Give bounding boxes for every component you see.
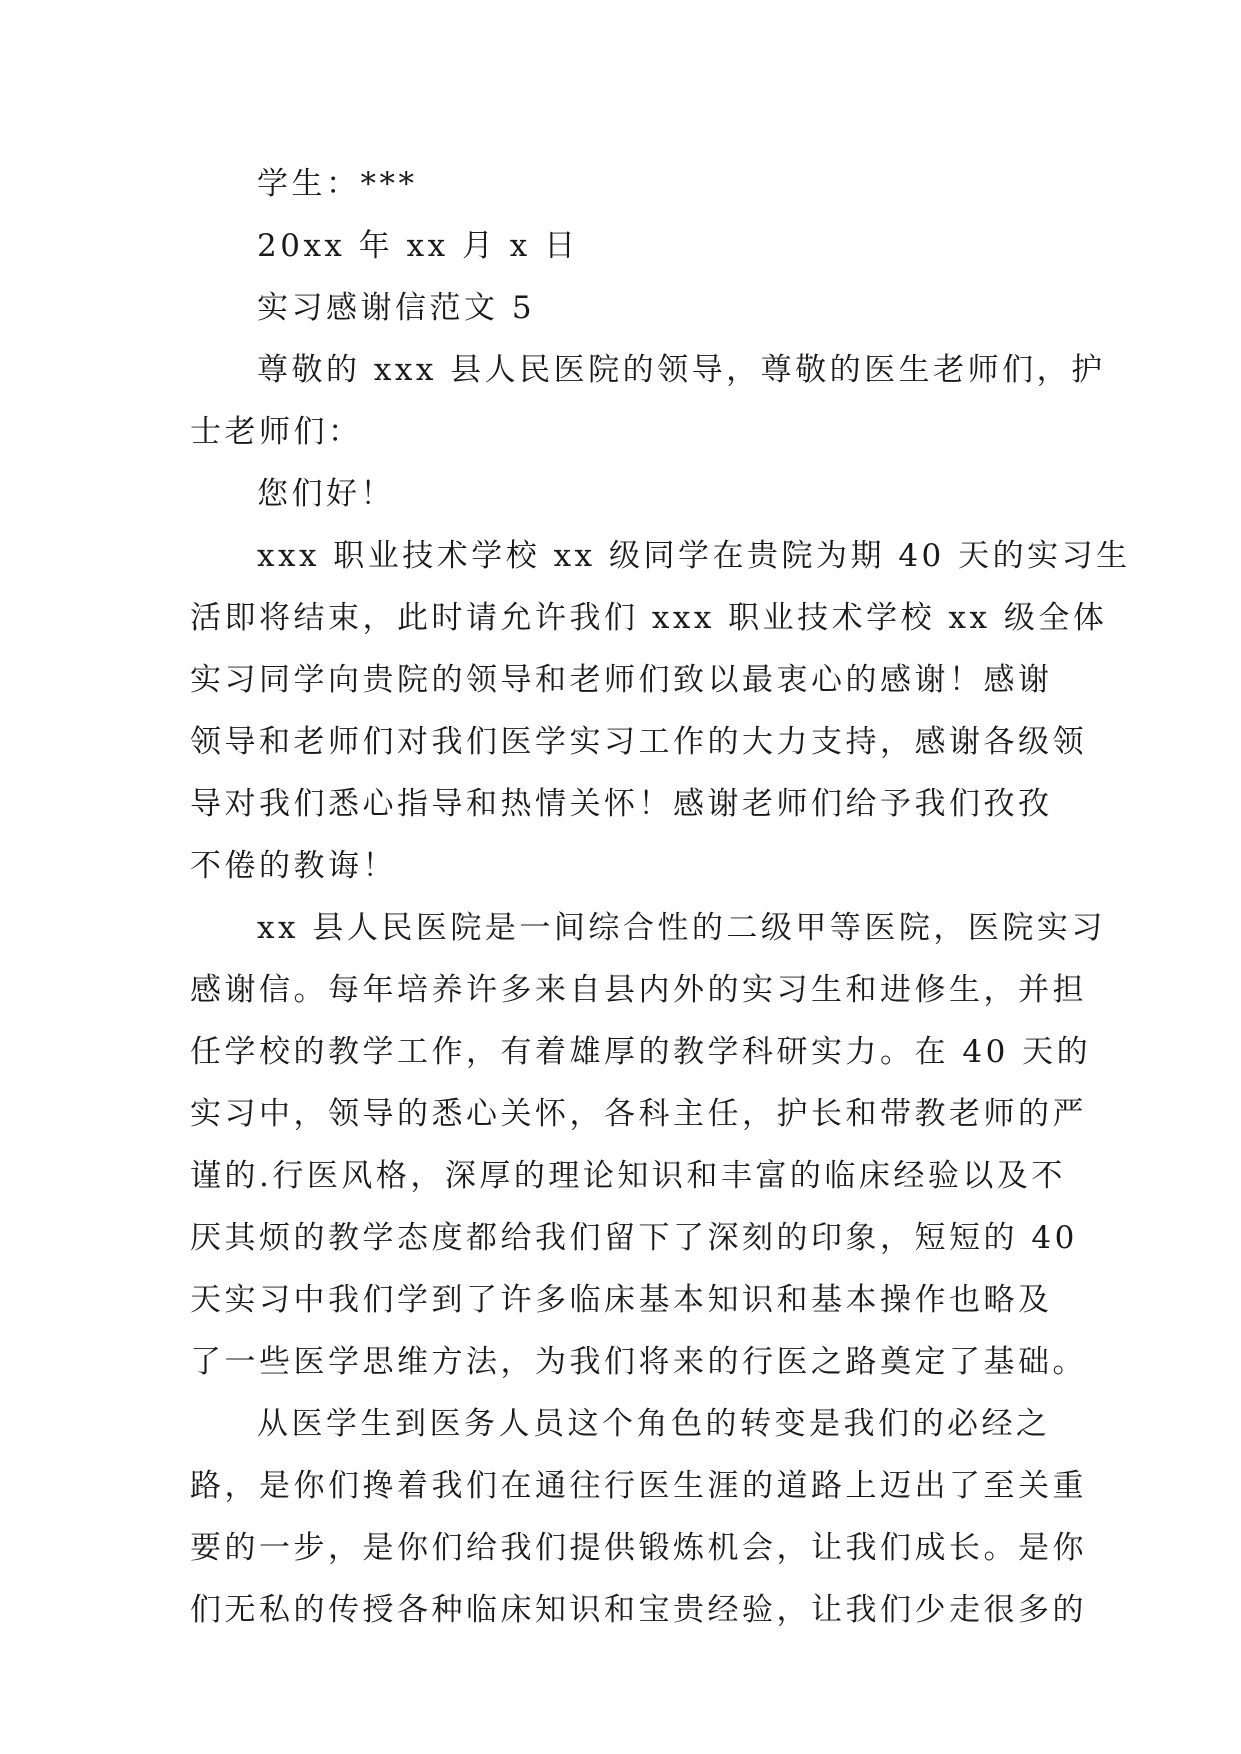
- paragraph-line: xx 县人民医院是一间综合性的二级甲等医院，医院实习: [257, 910, 1106, 946]
- paragraph-line: 厌其烦的教学态度都给我们留下了深刻的印象，短短的 40: [190, 1220, 1078, 1256]
- paragraph-line: 实习同学向贵院的领导和老师们致以最衷心的感谢！感谢: [190, 662, 1053, 698]
- paragraph-line: 们无私的传授各种临床知识和宝贵经验，让我们少走很多的: [190, 1592, 1087, 1628]
- paragraph-line: 天实习中我们学到了许多临床基本知识和基本操作也略及: [190, 1282, 1053, 1318]
- paragraph-line: 感谢信。每年培养许多来自县内外的实习生和进修生，并担: [190, 972, 1087, 1008]
- paragraph-line: 实习中，领导的悉心关怀，各科主任，护长和带教老师的严: [190, 1096, 1087, 1132]
- section-title: 实习感谢信范文 5: [257, 290, 536, 326]
- signature-date: 20xx 年 xx 月 x 日: [257, 228, 579, 264]
- signature-student: 学生：***: [257, 166, 418, 202]
- paragraph-line: 谨的.行医风格，深厚的理论知识和丰富的临床经验以及不: [190, 1158, 1066, 1194]
- salutation-line: 士老师们：: [190, 414, 363, 450]
- greeting-line: 您们好！: [257, 476, 395, 512]
- paragraph-line: 不倦的教诲！: [190, 848, 397, 884]
- paragraph-line: 要的一步，是你们给我们提供锻炼机会，让我们成长。是你: [190, 1530, 1087, 1566]
- paragraph-line: 领导和老师们对我们医学实习工作的大力支持，感谢各级领: [190, 724, 1087, 760]
- salutation-line: 尊敬的 xxx 县人民医院的领导，尊敬的医生老师们，护: [257, 352, 1106, 388]
- paragraph-line: 任学校的教学工作，有着雄厚的教学科研实力。在 40 天的: [190, 1034, 1092, 1070]
- paragraph-line: xxx 职业技术学校 xx 级同学在贵院为期 40 天的实习生: [257, 538, 1131, 574]
- paragraph-line: 活即将结束，此时请允许我们 xxx 职业技术学校 xx 级全体: [190, 600, 1108, 636]
- paragraph-line: 路，是你们搀着我们在通往行医生涯的道路上迈出了至关重: [190, 1468, 1087, 1504]
- paragraph-line: 导对我们悉心指导和热情关怀！感谢老师们给予我们孜孜: [190, 786, 1053, 822]
- paragraph-line: 从医学生到医务人员这个角色的转变是我们的必经之: [257, 1406, 1051, 1442]
- paragraph-line: 了一些医学思维方法，为我们将来的行医之路奠定了基础。: [190, 1344, 1087, 1380]
